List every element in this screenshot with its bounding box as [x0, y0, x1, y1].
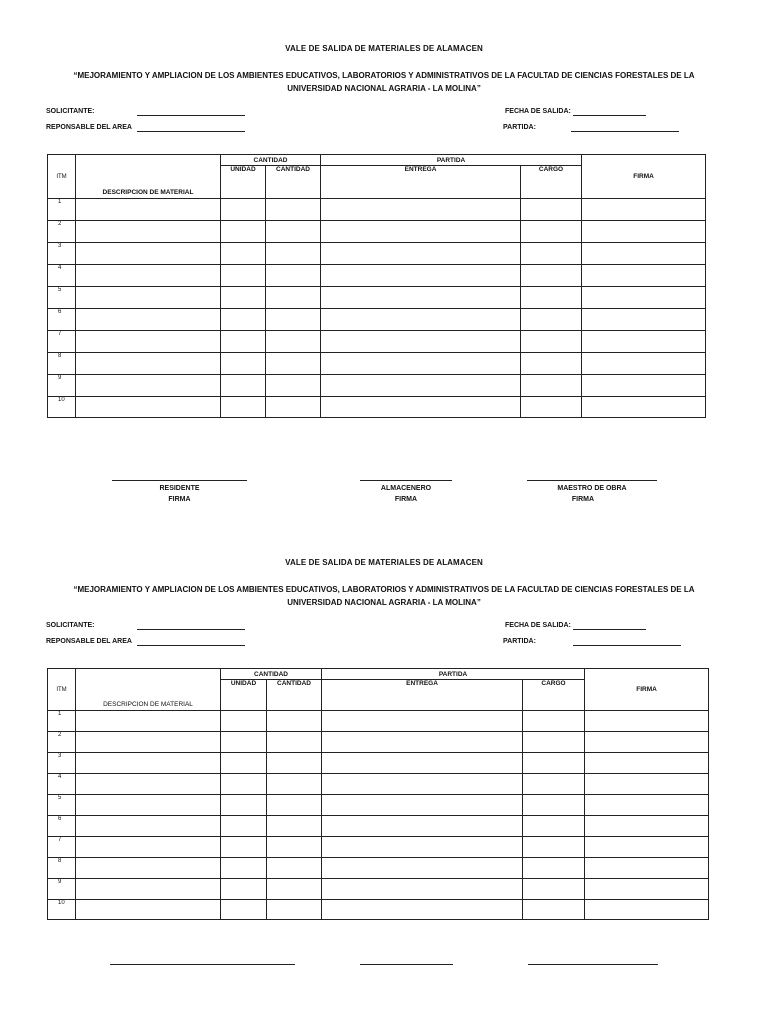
quantity-cell[interactable] — [266, 375, 321, 397]
row-number: 4 — [48, 774, 76, 795]
delivery-cell[interactable] — [321, 265, 521, 287]
signature-header: FIRMA — [582, 155, 706, 199]
signature-cell[interactable] — [585, 732, 709, 753]
delivery-cell[interactable] — [322, 795, 523, 816]
partida-label: PARTIDA: — [503, 124, 536, 131]
quantity-cell[interactable] — [267, 879, 322, 900]
cargo-cell[interactable] — [521, 243, 582, 265]
signature-cell[interactable] — [582, 353, 706, 375]
description-cell[interactable] — [76, 795, 221, 816]
cargo-cell[interactable] — [523, 858, 585, 879]
row-number: 5 — [48, 287, 76, 309]
quantity-cell[interactable] — [266, 397, 321, 418]
delivery-cell[interactable] — [322, 879, 523, 900]
quantity-cell[interactable] — [267, 837, 322, 858]
signature-cell[interactable] — [585, 858, 709, 879]
delivery-cell[interactable] — [321, 287, 521, 309]
table-row — [48, 753, 709, 774]
signature-line[interactable] — [112, 480, 247, 481]
delivery-cell[interactable] — [322, 732, 523, 753]
signature-role: ALMACENERO — [380, 485, 432, 492]
project-name: “MEJORAMIENTO Y AMPLIACION DE LOS AMBIENTES EDUCATIVOS, LABORATORIOS Y ADMINISTRATIVOS DE LA FACULTAD DE CIENCIAS FORESTALES DE LA UNIVERSIDAD NACIONAL AGRARIA - LA MOLINA” — [73, 71, 695, 93]
row-number: 2 — [48, 732, 76, 753]
cargo-cell[interactable] — [521, 309, 582, 331]
cargo-cell[interactable] — [521, 199, 582, 221]
signature-cell[interactable] — [585, 879, 709, 900]
row-number: 10 — [48, 397, 76, 418]
description-cell[interactable] — [76, 753, 221, 774]
signature-cell[interactable] — [582, 375, 706, 397]
table-row — [48, 287, 706, 309]
signature-cell[interactable] — [582, 309, 706, 331]
cargo-cell[interactable] — [521, 331, 582, 353]
description-cell[interactable] — [76, 221, 221, 243]
signature-label: FIRMA — [571, 496, 595, 503]
delivery-header: ENTREGA — [322, 680, 523, 711]
partida-field[interactable] — [571, 131, 679, 132]
quantity-cell[interactable] — [267, 795, 322, 816]
unit-cell[interactable] — [221, 265, 266, 287]
delivery-cell[interactable] — [322, 753, 523, 774]
quantity-cell[interactable] — [267, 900, 322, 920]
description-cell[interactable] — [76, 309, 221, 331]
delivery-cell[interactable] — [321, 221, 521, 243]
signature-line[interactable] — [360, 964, 453, 965]
cargo-cell[interactable] — [521, 265, 582, 287]
signature-cell[interactable] — [582, 243, 706, 265]
materials-table — [47, 154, 706, 418]
fecha-salida-label: FECHA DE SALIDA: — [505, 622, 571, 629]
row-number: 7 — [48, 837, 76, 858]
delivery-cell[interactable] — [321, 375, 521, 397]
description-cell[interactable] — [76, 199, 221, 221]
signature-role: MAESTRO DE OBRA — [557, 485, 627, 492]
responsable-label: REPONSABLE DEL AREA — [46, 638, 132, 645]
unit-cell[interactable] — [221, 375, 266, 397]
partida-label: PARTIDA: — [503, 638, 536, 645]
row-number: 7 — [48, 331, 76, 353]
signature-maestro-obra — [527, 480, 657, 505]
unit-cell[interactable] — [221, 732, 267, 753]
cargo-cell[interactable] — [523, 795, 585, 816]
signature-line[interactable] — [528, 964, 658, 965]
table-row — [48, 879, 709, 900]
table-row — [48, 732, 709, 753]
delivery-cell[interactable] — [322, 858, 523, 879]
unit-cell[interactable] — [221, 353, 266, 375]
delivery-cell[interactable] — [321, 331, 521, 353]
delivery-cell[interactable] — [321, 353, 521, 375]
unit-cell[interactable] — [221, 879, 267, 900]
delivery-cell[interactable] — [322, 816, 523, 837]
delivery-cell[interactable] — [322, 900, 523, 920]
responsable-field[interactable] — [137, 645, 245, 646]
quantity-header: CANTIDAD — [267, 680, 322, 711]
description-cell[interactable] — [76, 816, 221, 837]
signature-cell[interactable] — [582, 331, 706, 353]
quantity-cell[interactable] — [267, 711, 322, 732]
table-row — [48, 774, 709, 795]
row-number: 4 — [48, 265, 76, 287]
unit-header: UNIDAD — [221, 680, 267, 711]
description-cell[interactable] — [76, 375, 221, 397]
unit-header: UNIDAD — [221, 166, 266, 199]
row-number: 6 — [48, 309, 76, 331]
cargo-cell[interactable] — [521, 353, 582, 375]
solicitante-label: SOLICITANTE: — [46, 622, 95, 629]
quantity-cell[interactable] — [266, 309, 321, 331]
cargo-cell[interactable] — [523, 900, 585, 920]
cargo-cell[interactable] — [523, 774, 585, 795]
table-row — [48, 858, 709, 879]
signature-cell[interactable] — [585, 774, 709, 795]
description-cell[interactable] — [76, 900, 221, 920]
fecha-salida-field[interactable] — [573, 629, 646, 630]
signature-cell[interactable] — [585, 837, 709, 858]
table-row — [48, 900, 709, 920]
table-row — [48, 353, 706, 375]
row-number: 8 — [48, 353, 76, 375]
signature-cell[interactable] — [585, 711, 709, 732]
cargo-cell[interactable] — [523, 816, 585, 837]
delivery-cell[interactable] — [321, 243, 521, 265]
description-cell[interactable] — [76, 353, 221, 375]
description-cell[interactable] — [76, 837, 221, 858]
item-header: ITM — [48, 155, 76, 199]
signature-almacenero — [360, 964, 453, 967]
quantity-cell[interactable] — [267, 753, 322, 774]
row-number: 10 — [48, 900, 76, 920]
signature-cell[interactable] — [585, 900, 709, 920]
row-number: 3 — [48, 243, 76, 265]
unit-cell[interactable] — [221, 795, 267, 816]
description-cell[interactable] — [76, 265, 221, 287]
table-row — [48, 375, 706, 397]
row-number: 3 — [48, 753, 76, 774]
quantity-cell[interactable] — [266, 221, 321, 243]
signature-cell[interactable] — [582, 397, 706, 418]
quantity-cell[interactable] — [266, 287, 321, 309]
fecha-salida-field[interactable] — [573, 115, 646, 116]
description-cell[interactable] — [76, 243, 221, 265]
cargo-cell[interactable] — [521, 221, 582, 243]
fecha-salida-label: FECHA DE SALIDA: — [505, 108, 571, 115]
description-cell[interactable] — [76, 711, 221, 732]
quantity-cell[interactable] — [266, 265, 321, 287]
signature-almacenero — [356, 480, 456, 505]
partida-group-header: PARTIDA — [322, 669, 585, 680]
responsable-field[interactable] — [137, 131, 245, 132]
row-number: 6 — [48, 816, 76, 837]
unit-cell[interactable] — [221, 397, 266, 418]
solicitante-field[interactable] — [137, 115, 245, 116]
signature-cell[interactable] — [585, 753, 709, 774]
row-number: 5 — [48, 795, 76, 816]
cargo-cell[interactable] — [523, 837, 585, 858]
signature-cell[interactable] — [582, 199, 706, 221]
description-cell[interactable] — [76, 287, 221, 309]
row-number: 1 — [48, 711, 76, 732]
cargo-cell[interactable] — [523, 879, 585, 900]
table-row — [48, 397, 706, 418]
delivery-cell[interactable] — [321, 397, 521, 418]
unit-cell[interactable] — [221, 900, 267, 920]
quantity-cell[interactable] — [266, 331, 321, 353]
quantity-cell[interactable] — [266, 243, 321, 265]
signature-label: FIRMA — [394, 496, 418, 503]
unit-cell[interactable] — [221, 221, 266, 243]
unit-cell[interactable] — [221, 753, 267, 774]
delivery-cell[interactable] — [321, 199, 521, 221]
unit-cell[interactable] — [221, 309, 266, 331]
signature-maestro-obra — [528, 964, 658, 967]
cargo-cell[interactable] — [521, 287, 582, 309]
form-title: VALE DE SALIDA DE MATERIALES DE ALAMACEN — [285, 44, 483, 53]
signature-cell[interactable] — [585, 795, 709, 816]
cargo-cell[interactable] — [521, 397, 582, 418]
description-cell[interactable] — [76, 732, 221, 753]
table-row — [48, 199, 706, 221]
description-cell[interactable] — [76, 879, 221, 900]
item-header: ITM — [48, 669, 76, 711]
table-row — [48, 331, 706, 353]
delivery-cell[interactable] — [321, 309, 521, 331]
unit-cell[interactable] — [221, 837, 267, 858]
quantity-cell[interactable] — [266, 199, 321, 221]
unit-cell[interactable] — [221, 858, 267, 879]
table-row — [48, 816, 709, 837]
signature-cell[interactable] — [585, 816, 709, 837]
signature-label: FIRMA — [168, 496, 191, 503]
quantity-group-header: CANTIDAD — [221, 155, 321, 166]
delivery-cell[interactable] — [322, 711, 523, 732]
table-row — [48, 309, 706, 331]
table-row — [48, 221, 706, 243]
solicitante-field[interactable] — [137, 629, 245, 630]
cargo-cell[interactable] — [523, 753, 585, 774]
row-number: 9 — [48, 879, 76, 900]
signature-cell[interactable] — [582, 221, 706, 243]
table-row — [48, 837, 709, 858]
row-number: 2 — [48, 221, 76, 243]
unit-cell[interactable] — [221, 816, 267, 837]
materials-table — [47, 668, 709, 920]
unit-cell[interactable] — [221, 711, 267, 732]
unit-cell[interactable] — [221, 243, 266, 265]
unit-cell[interactable] — [221, 331, 266, 353]
delivery-cell[interactable] — [322, 774, 523, 795]
table-row — [48, 711, 709, 732]
description-cell[interactable] — [76, 397, 221, 418]
cargo-cell[interactable] — [521, 375, 582, 397]
row-number: 9 — [48, 375, 76, 397]
signature-line[interactable] — [527, 480, 657, 481]
signature-residente — [112, 480, 247, 505]
quantity-cell[interactable] — [267, 732, 322, 753]
solicitante-label: SOLICITANTE: — [46, 108, 95, 115]
table-row — [48, 795, 709, 816]
signature-residente — [110, 964, 295, 967]
signature-cell[interactable] — [582, 265, 706, 287]
quantity-cell[interactable] — [266, 353, 321, 375]
quantity-header: CANTIDAD — [266, 166, 321, 199]
form-title: VALE DE SALIDA DE MATERIALES DE ALAMACEN — [285, 558, 483, 567]
cargo-cell[interactable] — [523, 732, 585, 753]
quantity-cell[interactable] — [267, 858, 322, 879]
signature-header: FIRMA — [585, 669, 709, 711]
project-name: “MEJORAMIENTO Y AMPLIACION DE LOS AMBIENTES EDUCATIVOS, LABORATORIOS Y ADMINISTRATIVOS DE LA FACULTAD DE CIENCIAS FORESTALES DE LA UNIVERSIDAD NACIONAL AGRARIA - LA MOLINA” — [73, 585, 695, 607]
description-cell[interactable] — [76, 858, 221, 879]
quantity-cell[interactable] — [267, 816, 322, 837]
cargo-cell[interactable] — [523, 711, 585, 732]
delivery-header: ENTREGA — [321, 166, 521, 199]
unit-cell[interactable] — [221, 774, 267, 795]
signature-line[interactable] — [110, 964, 295, 965]
row-number: 8 — [48, 858, 76, 879]
cargo-header: CARGO — [521, 166, 582, 199]
description-header: DESCRIPCION DE MATERIAL — [76, 669, 221, 711]
signature-line[interactable] — [360, 480, 452, 481]
quantity-group-header: CANTIDAD — [221, 669, 322, 680]
table-row — [48, 243, 706, 265]
responsable-label: REPONSABLE DEL AREA — [46, 124, 132, 131]
partida-field[interactable] — [573, 645, 681, 646]
table-row — [48, 265, 706, 287]
unit-cell[interactable] — [221, 287, 266, 309]
description-header: DESCRIPCION DE MATERIAL — [76, 155, 221, 199]
signature-cell[interactable] — [582, 287, 706, 309]
delivery-cell[interactable] — [322, 837, 523, 858]
signature-role: RESIDENTE — [159, 485, 200, 492]
row-number: 1 — [48, 199, 76, 221]
unit-cell[interactable] — [221, 199, 266, 221]
quantity-cell[interactable] — [267, 774, 322, 795]
partida-group-header: PARTIDA — [321, 155, 582, 166]
description-cell[interactable] — [76, 331, 221, 353]
description-cell[interactable] — [76, 774, 221, 795]
cargo-header: CARGO — [523, 680, 585, 711]
